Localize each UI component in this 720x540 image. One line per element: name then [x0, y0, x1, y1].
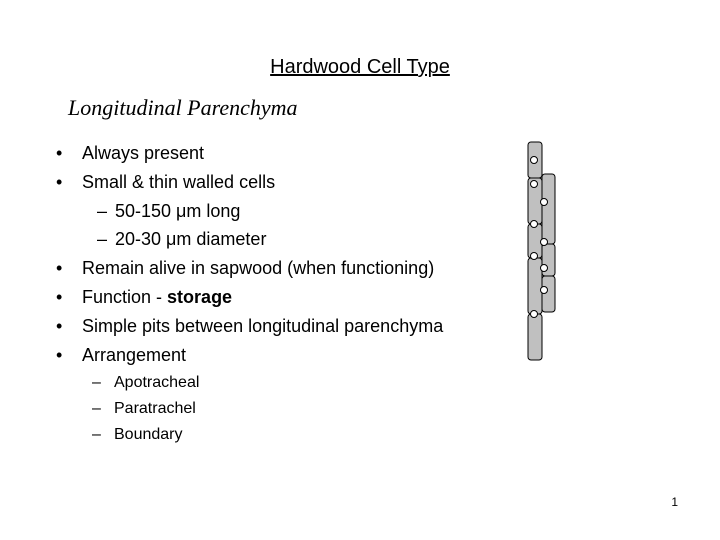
cell-right-1 [542, 174, 555, 244]
page-number: 1 [671, 495, 678, 509]
bullet-text: Small & thin walled cells [82, 172, 276, 192]
slide-title: Hardwood Cell Type [270, 56, 450, 78]
pit [541, 239, 548, 246]
bullet-text: Remain alive in sapwood (when functioning) [82, 258, 435, 278]
sub-text: Apotracheal [114, 374, 200, 391]
dash-glyph: – [92, 400, 101, 417]
bullet-glyph: • [56, 316, 63, 336]
pit [541, 287, 548, 294]
sub-text: 50-150 μm long [115, 201, 241, 221]
pit [531, 311, 538, 318]
bullet-text [82, 287, 232, 308]
dash-glyph: – [92, 374, 101, 391]
cell-left-4 [528, 258, 542, 314]
bullet-text: Simple pits between longitudinal parenchyma [82, 316, 444, 336]
dash-glyph: – [92, 426, 101, 443]
pit [541, 199, 548, 206]
pit [531, 181, 538, 188]
parenchyma-cells-illustration [520, 138, 566, 364]
cell-left-5 [528, 314, 542, 360]
pit [531, 221, 538, 228]
bullet-text: Arrangement [82, 345, 187, 365]
pit [531, 157, 538, 164]
pit [531, 253, 538, 260]
bullet-text: Always present [82, 143, 205, 163]
cell-right-3 [542, 276, 555, 312]
sub-text: Paratrachel [114, 400, 196, 417]
bullet-glyph: • [56, 287, 63, 307]
bullet-glyph: • [56, 172, 63, 192]
function-label: Function - [82, 287, 168, 307]
pit [541, 265, 548, 272]
cell-strand-left [528, 142, 542, 360]
dash-glyph: – [97, 201, 108, 221]
dash-glyph: – [97, 229, 108, 249]
bullet-glyph: • [56, 258, 63, 278]
slide-subtitle: Longitudinal Parenchyma [68, 95, 298, 120]
sub-text: Boundary [114, 426, 183, 443]
sub-text: 20-30 μm diameter [115, 229, 267, 249]
bullet-glyph: • [56, 143, 63, 163]
bullet-glyph: • [56, 345, 63, 365]
function-value: storage [167, 287, 233, 307]
